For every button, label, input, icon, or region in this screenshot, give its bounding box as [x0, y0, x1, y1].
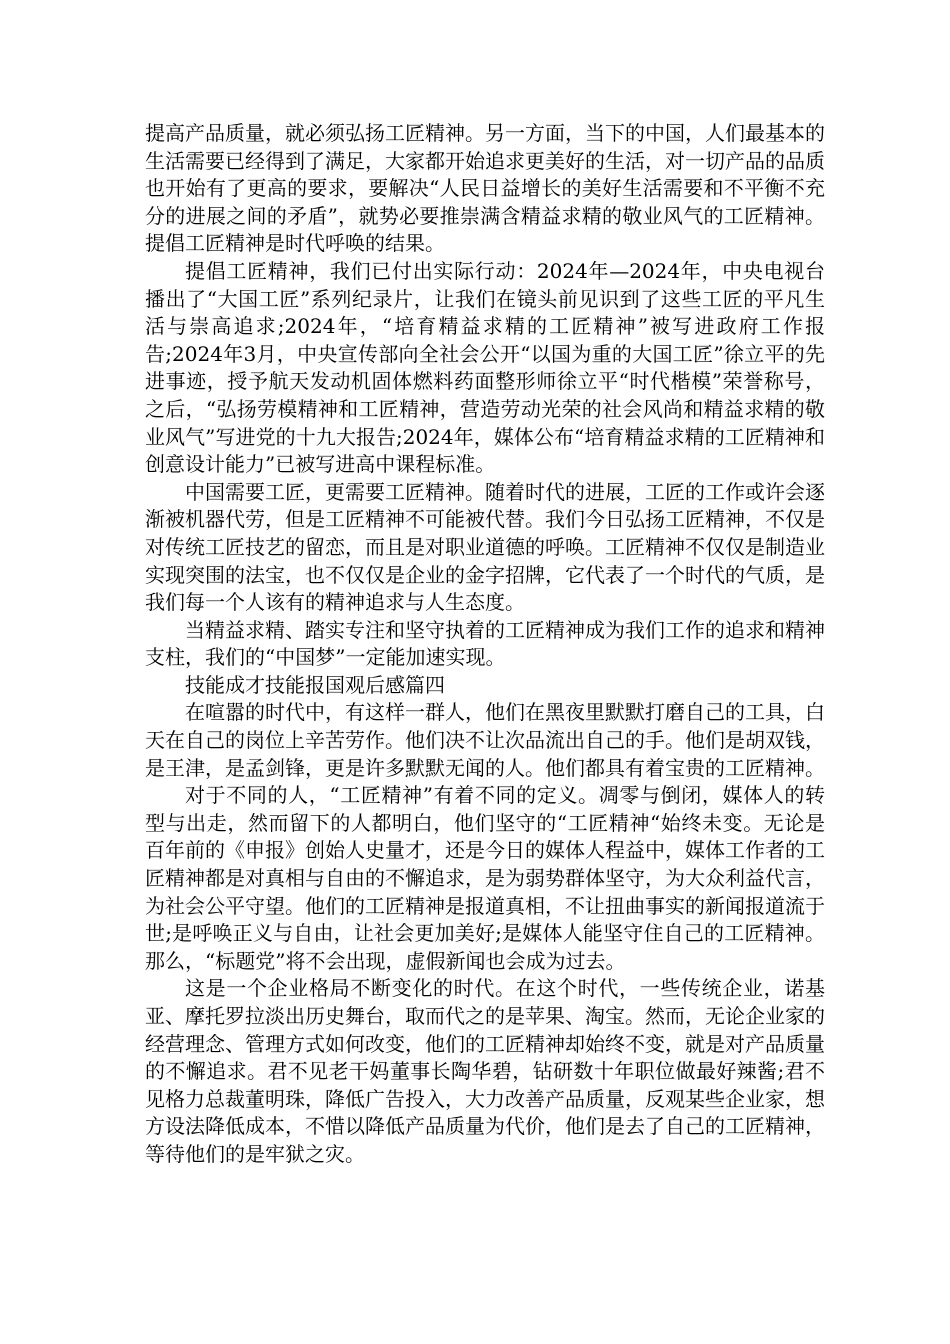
document-body [145, 120, 825, 1169]
paragraph: 提倡工匠精神，我们已付出实际行动：2024年—2024年，中央电视台播出了“大国工匠”系列纪录片，让我们在镜头前见识到了这些工匠的平凡生活与崇高追求;2024年，“培育精益求精的工匠精神”被写进政府工作报告;2024年3月，中央宣传部向全社会公开“以国为重的大国工匠”徐立平的先进事迹，授予航天发动机固体燃料药面整形师徐立平“时代楷模”荣誉称号，之后，“弘扬劳模精神和工匠精神，营造劳动光荣的社会风尚和精益求精的敬业风气”写进党的十九大报告;2024年，媒体公布“培育精益求精的工匠精神和创意设计能力”已被写进高中课程标准。 [145, 258, 825, 477]
paragraph: 在喧嚣的时代中，有这样一群人，他们在黑夜里默默打磨自己的工具，白天在自己的岗位上辛苦劳作。他们决不让次品流出自己的手。他们是胡双钱，是王津，是孟剑锋，更是许多默默无闻的人。他们都具有着宝贵的工匠精神。 [145, 700, 825, 780]
section-heading: 技能成才技能报国观后感篇四 [185, 672, 445, 697]
paragraph: 对于不同的人，“工匠精神”有着不同的定义。凋零与倒闭，媒体人的转型与出走，然而留下的人都明白，他们坚守的“工匠精神“始终未变。无论是百年前的《申报》创始人史量才，还是今日的媒体人程益中，媒体工作者的工匠精神都是对真相与自由的不懈追求，是为弱势群体坚守，为大众利益代言，为社会公平守望。他们的工匠精神是报道真相，不让扭曲事实的新闻报道流于世;是呼唤正义与自由，让社会更加美好;是媒体人能坚守住自己的工匠精神。那么，“标题党”将不会出现，虚假新闻也会成为过去。 [145, 783, 825, 973]
paragraph: 当精益求精、踏实专注和坚守执着的工匠精神成为我们工作的追求和精神支柱，我们的“中国梦”一定能加速实现。 [145, 617, 825, 670]
paragraph: 这是一个企业格局不断变化的时代。在这个时代，一些传统企业，诺基亚、摩托罗拉淡出历史舞台，取而代之的是苹果、淘宝。然而，无论企业家的经营理念、管理方式如何改变，他们的工匠精神却始终不变，就是对产品质量的不懈追求。君不见老干妈董事长陶华碧，钻研数十年职位做最好辣酱;君不见格力总裁董明珠，降低广告投入，大力改善产品质量，反观某些企业家，想方设法降低成本，不惜以降低产品质量为代价，他们是去了自己的工匠精神，等待他们的是牢狱之灾。 [145, 976, 825, 1166]
paragraph: 中国需要工匠，更需要工匠精神。随着时代的进展，工匠的工作或许会逐渐被机器代劳，但是工匠精神不可能被代替。我们今日弘扬工匠精神，不仅是对传统工匠技艺的留恋，而且是对职业道德的呼唤。工匠精神不仅仅是制造业实现突围的法宝，也不仅仅是企业的金字招牌，它代表了一个时代的气质，是我们每一个人该有的精神追求与人生态度。 [145, 479, 825, 615]
paragraph-continuation: 提高产品质量，就必须弘扬工匠精神。另一方面，当下的中国，人们最基本的生活需要已经得到了满足，大家都开始追求更美好的生活，对一切产品的品质也开始有了更高的要求，要解决“人民日益增长的美好生活需要和不平衡不充分的进展之间的矛盾”，就势必要推崇满含精益求精的敬业风气的工匠精神。提倡工匠精神是时代呼唤的结果。 [145, 121, 825, 256]
